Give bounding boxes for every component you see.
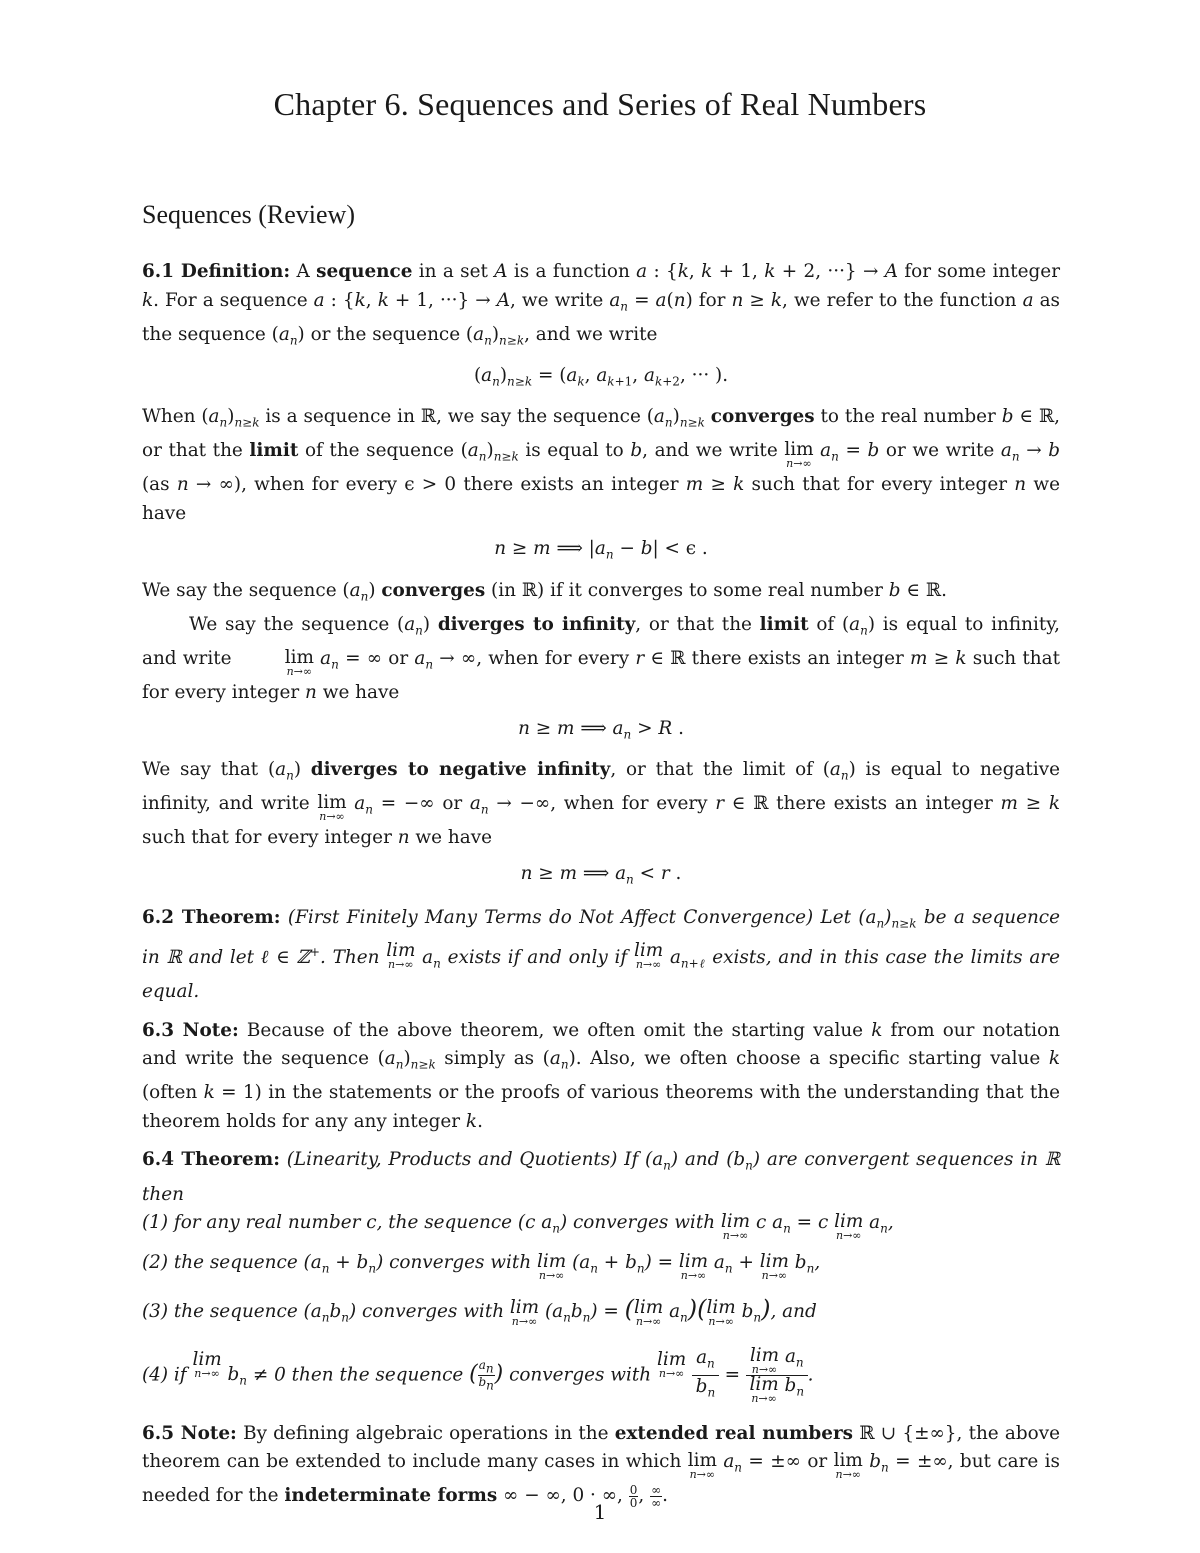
note-6-5-label: 6.5 Note: xyxy=(142,1422,237,1444)
document-body xyxy=(142,258,1060,1511)
theorem-6-4-label: 6.4 Theorem: xyxy=(142,1149,280,1171)
theorem-6-4: 6.4 Theorem: (Linearity, Products and Quotients) If $(a_n)$ and $(b_n)$ are convergent sequences in ℝ then xyxy=(142,1149,1060,1205)
definition-6-1-paragraph-2: When $(a_n)_{n\ge k}$ is a sequence in ℝ, we say the sequence $(a_n)_{n\ge k}$ converges to the real number b ∈ ℝ, or that the limit of the sequence $(a_n)_{n\ge k}$ is equal to b, and we write lim n→∞ $a_n = b$ or we write $a_n \to b$ (as n → ∞), when for every ϵ > 0 there exists an integer m ≥ k such that for every integer n we have xyxy=(142,406,1061,524)
theorem-6-4-item-1: (1) for any real number c, the sequence (c $a_n$) converges with lim n→∞ c $a_n = c$ lim n→∞ $a_n$, xyxy=(142,1211,894,1243)
note-6-3: 6.3 Note: Because of the above theorem, we often omit the starting value k from our notation and write the sequence $(a_n)_{n\ge k}$ simply as $(a_n)$. Also, we often choose a specific starting value k (often k = 1) in the statements or the proofs of various theorems with the understanding that the theorem holds for any any integer k. xyxy=(142,1019,1060,1132)
definition-6-1-equation-1: $(a_n)_{n\ge k} = (a_k$, $a_{k+1}$, $a_{k+2}$, ··· ). xyxy=(473,364,729,389)
theorem-6-2: 6.2 Theorem: (First Finitely Many Terms do Not Affect Convergence) Let $(a_n)_{n\ge k}$ be a sequence in ℝ and let ℓ ∈ ℤ+. Then lim n→∞ $a_n$ exists if and only if lim n→∞ $a_{n+\ell}$ exists, and in this case the limits are equal. xyxy=(142,906,1060,1003)
note-6-3-label: 6.3 Note: xyxy=(142,1019,239,1041)
definition-6-1-paragraph-1: 6.1 Definition: A sequence in a set A is a function a : {k, k + 1, k + 2, ···} → A for some integer k. For a sequence a : {k, k + 1, ···} → A, we write $a_n = a(n)$ for n ≥ k, we refer to the function a as the sequence $(a_n)$ or the sequence $(a_n)_{n\ge k}$, and we write xyxy=(142,261,1060,348)
definition-6-1-paragraph-3: We say the sequence $(a_n)$ converges (in ℝ) if it converges to some real number b ∈ ℝ. xyxy=(142,579,947,604)
theorem-6-4-item-3: (3) the sequence $(a_nb_n)$ converges with lim n→∞ $(a_nb_n) = (\lim$ n→∞ $a_n)(\lim$ n→∞ $b_n$), and xyxy=(142,1295,817,1329)
theorem-6-4-item-4: (4) if lim n→∞ $b_n \ne 0$ then the sequence ( $\frac{a_n}{b_n}$ ) converges with lim n→∞ $\frac{a_n}{b_n}$ = lim n→∞ $a_n$ lim n→∞ $b_n$ . xyxy=(142,1344,814,1405)
definition-6-1-paragraph-5: We say that $(a_n)$ diverges to negative infinity, or that the limit of $(a_n)$ is equal to negative infinity, and write lim n→∞ $a_n$ = −∞ or $a_n$ → −∞, when for every r ∈ ℝ there exists an integer m ≥ k such that for every integer n we have xyxy=(142,758,1060,849)
definition-6-1-label: 6.1 Definition: xyxy=(142,261,291,282)
chapter-title: Chapter 6. Sequences and Series of Real Numbers xyxy=(273,86,927,122)
definition-6-1-paragraph-4: We say the sequence $(a_n)$ diverges to infinity, or that the limit of $(a_n)$ is equal to infinity, and write lim n→∞ $a_n$ = ∞ or $a_n$ → ∞, when for every r ∈ ℝ there exists an integer m ≥ k such that for every integer n we have xyxy=(142,613,1061,704)
theorem-6-2-label: 6.2 Theorem: xyxy=(142,906,281,928)
definition-6-1-equation-2: n ≥ m ⟹ $|a_n - b| < \epsilon$ . xyxy=(494,538,708,563)
section-heading: Sequences (Review) xyxy=(142,200,355,229)
page-number: 1 xyxy=(593,1500,607,1524)
note-6-5: 6.5 Note: By defining algebraic operations in the extended real numbers ℝ ∪ {±∞}, the above theorem can be extended to include many cases in which lim n→∞ $a_n$ = ±∞ or lim n→∞ $b_n$ = ±∞, but care is needed for the indeterminate forms ∞ − ∞, 0 · ∞, $\frac{0}{0}$ , $\frac{\infty}{\infty}$ . xyxy=(142,1422,1060,1510)
definition-6-1-equation-4: n ≥ m ⟹ $a_n < r$ . xyxy=(520,862,682,887)
definition-6-1-equation-3: n ≥ m ⟹ $a_n > R$ . xyxy=(518,717,684,742)
theorem-6-4-item-2: (2) the sequence $(a_n + b_n)$ converges with lim n→∞ $(a_n + b_n) = \lim$ n→∞ $a_n + \lim$ n→∞ $b_n$, xyxy=(142,1251,821,1283)
